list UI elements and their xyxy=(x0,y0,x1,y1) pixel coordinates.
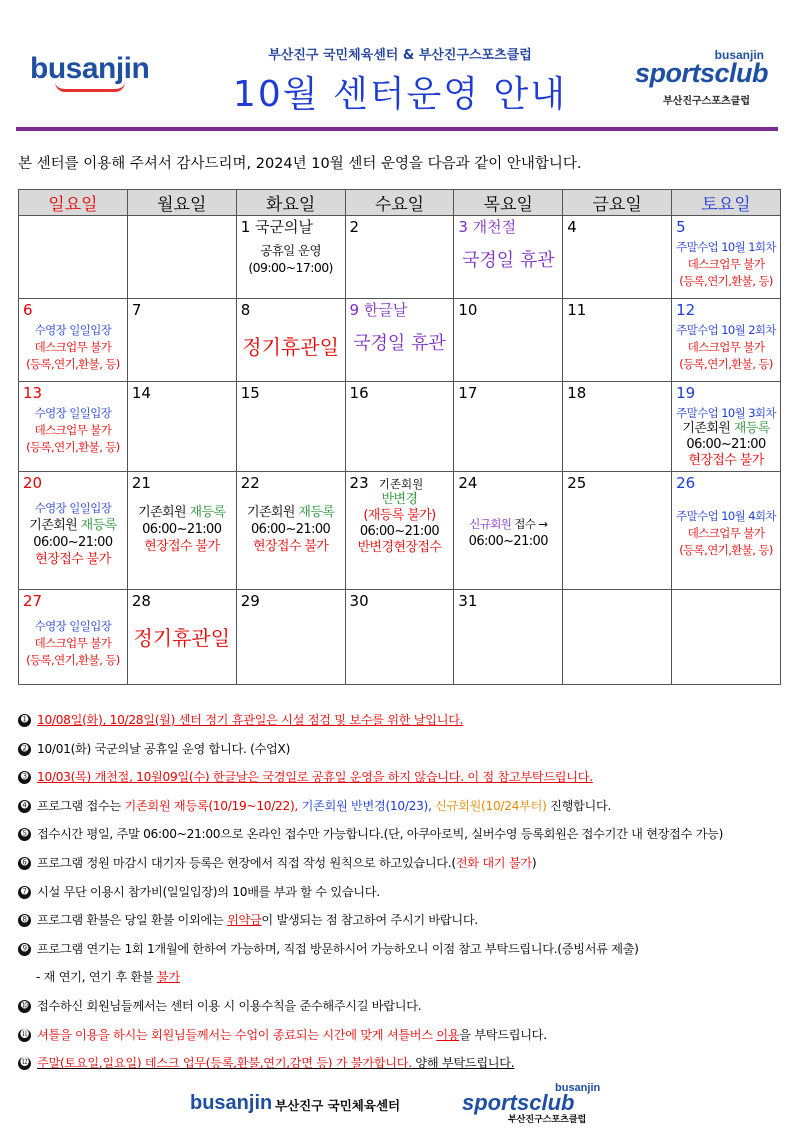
notice-text: 양해 부탁드립니다. xyxy=(411,1056,515,1071)
intro-text: 본 센터를 이용해 주셔서 감사드리며, 2024년 10월 센터 운영을 다음과 같이 안내합니다. xyxy=(18,156,582,172)
day-cell-23 xyxy=(345,472,454,590)
day-number: 28 xyxy=(131,592,151,610)
notice-text: 접수시간 평일, 주말 06:00~21:00으로 온라인 접수만 가능합니다.(단, 아쿠아로빅, 실버수영 등록회원은 접수기간 내 현장접수 가능) xyxy=(37,827,724,842)
day-note: 기존회원 xyxy=(29,518,81,533)
day-cell-26 xyxy=(672,472,781,590)
day-cell-4 xyxy=(563,216,672,299)
bullet-icon: ➌ xyxy=(18,771,31,784)
day-note: 현장접수 불가 xyxy=(252,539,329,554)
day-time: 06:00~21:00 xyxy=(686,437,766,452)
day-number: 12 xyxy=(676,301,696,319)
notice-item xyxy=(18,769,788,798)
day-cell-12 xyxy=(672,299,781,382)
notice-subitem xyxy=(18,969,788,998)
notice-text: 주말(토요일,일요일) 데스크 업무(등록,환불,연기,감면 등) 가 불가합니다. xyxy=(37,1056,412,1071)
busanjin-logo xyxy=(30,52,149,96)
footer-sportsclub-small: busanjin xyxy=(555,1082,601,1094)
day-note: 기존회원 xyxy=(246,505,299,520)
day-note: 공휴일 운영 xyxy=(260,243,321,258)
footer-sportsclub-logo: sportsclub xyxy=(462,1090,575,1115)
notice-item xyxy=(18,741,788,770)
day-number: 27 xyxy=(23,592,43,610)
day-number: 8 xyxy=(240,301,251,319)
day-note: 수영장 일일입장 xyxy=(34,406,112,420)
notice-text: 불가 xyxy=(156,970,180,985)
bullet-icon: ➑ xyxy=(18,914,31,927)
day-note: 주말수업 10월 3회차 xyxy=(676,406,776,420)
notice-item xyxy=(18,884,788,913)
bullet-icon: ➒ xyxy=(18,943,31,956)
page-title: 10월 센터운영 안내 xyxy=(232,74,568,115)
notice-text: 신규회원(10/24부터) xyxy=(435,798,547,813)
day-number: 2 xyxy=(349,218,360,236)
day-cell-31 xyxy=(454,590,563,685)
bullet-icon: ➎ xyxy=(18,828,31,841)
day-note: 재등록 xyxy=(298,505,335,520)
day-cell-25 xyxy=(563,472,672,590)
day-note: 주말수업 10월 1회차 xyxy=(676,240,776,254)
bullet-icon: ➊ xyxy=(18,714,31,727)
day-number: 1 국군의날 xyxy=(240,218,313,236)
notice-item xyxy=(18,912,788,941)
calendar-week-1 xyxy=(19,216,781,299)
notice-item xyxy=(18,712,788,741)
day-note: 현장접수 불가 xyxy=(688,453,764,468)
day-note: (등록,연기,환불, 등) xyxy=(26,653,120,667)
day-number: 29 xyxy=(240,592,260,610)
footer xyxy=(0,1082,800,1125)
notice-text: 전화 대기 불가 xyxy=(455,855,532,870)
day-holiday-label: 국경일 휴관 xyxy=(353,333,446,354)
day-cell-27 xyxy=(19,590,128,685)
notice-text: 프로그램 접수는 xyxy=(37,798,125,813)
notice-text: 프로그램 환불은 당일 환불 이외에는 xyxy=(37,913,227,928)
day-cell-28 xyxy=(127,590,236,685)
day-number: 31 xyxy=(458,592,478,610)
header-monday: 월요일 xyxy=(127,190,236,216)
day-note: 데스크업무 불가 xyxy=(34,636,112,650)
notice-item xyxy=(18,855,788,884)
day-note: 기존회원 xyxy=(138,505,190,520)
day-note: 반변경현장접수 xyxy=(357,540,442,555)
day-note: 수영장 일일입장 xyxy=(34,323,112,337)
day-number: 15 xyxy=(240,384,260,402)
header xyxy=(0,0,800,130)
day-number: 3 개천절 xyxy=(458,218,517,236)
day-note: 반변경 xyxy=(381,492,418,507)
day-cell-15 xyxy=(236,382,345,472)
notice-text: 기존회원 재등록(10/19~10/22), xyxy=(124,798,302,813)
day-note: (재등록 불가) xyxy=(363,508,436,523)
day-number: 17 xyxy=(458,384,478,402)
day-number: 26 xyxy=(676,474,696,492)
header-sunday: 일요일 xyxy=(19,190,128,216)
day-note: (등록,연기,환불, 등) xyxy=(679,357,773,371)
day-holiday-label: 국경일 휴관 xyxy=(461,250,555,271)
day-time: 06:00~21:00 xyxy=(142,522,222,537)
header-saturday: 토요일 xyxy=(672,190,781,216)
day-number: 25 xyxy=(567,474,587,492)
day-number: 11 xyxy=(567,301,587,319)
notice-text: ) xyxy=(531,855,537,870)
day-time: 06:00~21:00 xyxy=(359,524,440,539)
day-number: 14 xyxy=(131,384,151,402)
day-cell-empty xyxy=(672,590,781,685)
notice-text: 위약금 xyxy=(226,913,262,928)
notice-item xyxy=(18,1055,788,1084)
day-note: (등록,연기,환불, 등) xyxy=(679,274,773,288)
notice-text: - 재 연기, 연기 후 환불 xyxy=(36,970,157,985)
bullet-icon: ➓ xyxy=(18,1000,31,1013)
calendar-week-3 xyxy=(19,382,781,472)
header-tuesday: 화요일 xyxy=(236,190,345,216)
day-note: (09:00~17:00) xyxy=(248,260,333,275)
day-cell-empty xyxy=(127,216,236,299)
day-cell-2 xyxy=(345,216,454,299)
october-calendar xyxy=(18,189,781,685)
notice-list xyxy=(18,712,788,1084)
day-note: 데스크업무 불가 xyxy=(34,423,112,437)
day-number: 6 xyxy=(23,301,33,319)
day-cell-19 xyxy=(672,382,781,472)
bullet-icon: ➏ xyxy=(18,857,31,870)
day-cell-17 xyxy=(454,382,563,472)
day-cell-3 xyxy=(454,216,563,299)
calendar-week-4 xyxy=(19,472,781,590)
day-note: 재등록 xyxy=(733,421,770,436)
day-cell-16 xyxy=(345,382,454,472)
notice-text: 기존회원 반변경(10/23), xyxy=(301,798,436,813)
day-number: 4 xyxy=(567,218,577,236)
day-note: (등록,연기,환불, 등) xyxy=(26,357,120,371)
day-note: 데스크업무 불가 xyxy=(687,340,765,354)
day-note: 신규회원 xyxy=(469,517,512,531)
day-cell-20 xyxy=(19,472,128,590)
notice-text: 10/08일(화), 10/28일(월) 센터 정기 휴관일은 시설 점검 및 보수를 위한 날입니다. xyxy=(37,713,464,727)
day-cell-empty xyxy=(563,590,672,685)
day-number: 22 xyxy=(240,474,260,492)
notice-text: 접수하신 회원님들께서는 센터 이용 시 이용수칙을 준수해주시길 바랍니다. xyxy=(37,998,422,1013)
bullet-icon: ➋ xyxy=(18,743,31,756)
day-note: 재등록 xyxy=(189,505,226,520)
notice-text: 프로그램 연기는 1회 1개월에 한하여 가능하며, 직접 방문하시어 가능하오니 이점 참고 부탁드립니다.(증빙서류 제출) xyxy=(37,941,639,956)
calendar-week-2 xyxy=(19,299,781,382)
notice-item xyxy=(18,1027,788,1056)
sportsclub-logo-small: busanjin xyxy=(714,48,764,62)
day-note: 수영장 일일입장 xyxy=(34,501,112,515)
bullet-icon: ⓫ xyxy=(18,1029,31,1042)
day-note: 주말수업 10월 2회차 xyxy=(676,323,776,337)
notice-text: 프로그램 정원 마감시 대기자 등록은 현장에서 직접 작성 원칙으로 하고있습니다.( xyxy=(37,855,456,870)
day-cell-7 xyxy=(127,299,236,382)
page-subtitle: 부산진구 국민체육센터 & 부산진구스포츠클럽 xyxy=(268,48,532,63)
day-note: 접수 → xyxy=(511,517,548,531)
day-closed-label: 정기휴관일 xyxy=(242,335,339,359)
day-cell-empty xyxy=(19,216,128,299)
day-number: 7 xyxy=(131,301,142,319)
header-wednesday: 수요일 xyxy=(345,190,454,216)
notice-text: 셔틀을 이용을 하시는 회원님들께서는 수업이 종료되는 시간에 맞게 셔틀버스 xyxy=(37,1027,437,1042)
day-cell-24 xyxy=(454,472,563,590)
day-number: 20 xyxy=(23,474,43,492)
day-cell-21 xyxy=(127,472,236,590)
day-cell-10 xyxy=(454,299,563,382)
notice-text: 10/01(화) 국군의날 공휴일 운영 합니다. (수업X) xyxy=(37,741,291,756)
day-note: 기존회원 xyxy=(682,421,734,436)
logo-smile-icon xyxy=(55,82,125,92)
day-note: 데스크업무 불가 xyxy=(687,526,765,540)
notice-text: 을 부탁드립니다. xyxy=(459,1027,547,1042)
day-cell-13 xyxy=(19,382,128,472)
day-number: 23 xyxy=(349,474,369,492)
header-friday: 금요일 xyxy=(563,190,672,216)
day-note: 재등록 xyxy=(80,518,117,533)
notice-text: 진행합니다. xyxy=(546,798,612,813)
day-number: 5 xyxy=(676,218,686,236)
day-number: 24 xyxy=(458,474,478,492)
header-thursday: 목요일 xyxy=(454,190,563,216)
day-number: 16 xyxy=(349,384,369,402)
day-cell-29 xyxy=(236,590,345,685)
footer-org-name: 부산진구 국민체육센터 xyxy=(275,1098,401,1113)
day-note: 현장접수 불가 xyxy=(35,552,111,567)
day-number: 10 xyxy=(458,301,478,319)
day-number: 19 xyxy=(676,384,696,402)
header-divider xyxy=(16,127,778,131)
sportsclub-logo-big: sportsclub xyxy=(634,58,768,88)
calendar-header-row xyxy=(19,190,781,216)
notice-item xyxy=(18,998,788,1027)
notice-text: 시설 무단 이용시 참가비(일일입장)의 10배를 부과 할 수 있습니다. xyxy=(37,884,380,899)
busanjin-logo-text: busanjin xyxy=(30,52,150,85)
notice-item xyxy=(18,941,788,970)
day-note: 기존회원 xyxy=(378,477,424,491)
day-note: 데스크업무 불가 xyxy=(34,340,112,354)
day-cell-6 xyxy=(19,299,128,382)
notice-item xyxy=(18,798,788,827)
day-note: (등록,연기,환불, 등) xyxy=(26,440,120,454)
notice-text: 이 발생되는 점 참고하여 주시기 바랍니다. xyxy=(261,913,478,928)
notice-text: 10/03(목) 개천절, 10월09일(수) 한글날은 국경일로 공휴일 운영을 하지 않습니다. 이 점 참고부탁드립니다. xyxy=(37,770,593,785)
footer-busanjin-logo: busanjin xyxy=(190,1092,273,1114)
day-time: 06:00~21:00 xyxy=(250,522,331,537)
day-cell-8 xyxy=(236,299,345,382)
day-time: 06:00~21:00 xyxy=(33,535,113,550)
day-number: 30 xyxy=(349,592,369,610)
day-number: 21 xyxy=(131,474,151,492)
notice-text: 이용 xyxy=(436,1027,460,1042)
day-number: 9 한글날 xyxy=(349,301,408,319)
day-cell-22 xyxy=(236,472,345,590)
day-note: (등록,연기,환불, 등) xyxy=(679,543,773,557)
day-number: 18 xyxy=(567,384,587,402)
day-cell-30 xyxy=(345,590,454,685)
bullet-icon: ➍ xyxy=(18,800,31,813)
bullet-icon: ➐ xyxy=(18,886,31,899)
day-number: 13 xyxy=(23,384,43,402)
day-time: 06:00~21:00 xyxy=(468,534,548,549)
bullet-icon: ⓬ xyxy=(18,1057,31,1070)
notice-item xyxy=(18,826,788,855)
sportsclub-logo-kor: 부산진구스포츠클럽 xyxy=(663,96,750,107)
day-note: 주말수업 10월 4회차 xyxy=(676,509,776,523)
day-cell-11 xyxy=(563,299,672,382)
sportsclub-logo xyxy=(622,48,772,108)
footer-sportsclub-kor: 부산진구스포츠클럽 xyxy=(508,1115,587,1125)
day-cell-1 xyxy=(236,216,345,299)
day-cell-14 xyxy=(127,382,236,472)
day-note: 데스크업무 불가 xyxy=(687,257,765,271)
day-cell-9 xyxy=(345,299,454,382)
day-cell-5 xyxy=(672,216,781,299)
day-note: 현장접수 불가 xyxy=(144,539,220,554)
day-cell-18 xyxy=(563,382,672,472)
day-closed-label: 정기휴관일 xyxy=(133,626,231,650)
calendar-week-5 xyxy=(19,590,781,685)
day-note: 수영장 일일입장 xyxy=(34,619,112,633)
